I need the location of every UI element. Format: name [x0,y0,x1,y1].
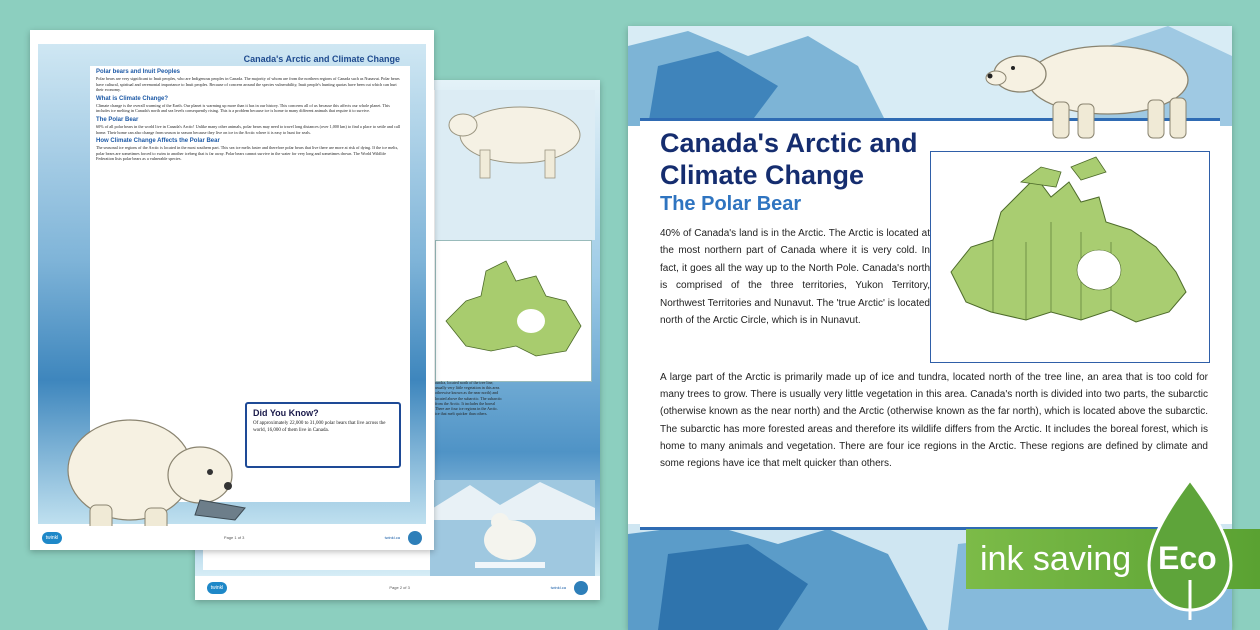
section-heading: The Polar Bear [96,116,139,123]
page-number: Page 1 of 3 [223,535,245,540]
did-you-know-title: Did You Know? [253,408,319,418]
section-text: The seasonal ice regions of the Arctic is located in the most southern part. This sea ice melts faster and therefore polar bears that live there are more at risk of dying. If the ice melts, polar bears are sometimes forced to swim to another iceberg that is far away. Polar bears cannot survive in the water for very long and sometimes drown. The World Wildlife Federation lists polar bears as a vulnerable species. [96,145,399,162]
polar-bear-illustration [435,90,595,240]
did-you-know-text: Of approximately 22,000 to 31,000 polar bears that live across the world, 16,000 of them live in Canada. [253,421,386,433]
polar-bear-walking-illustration [958,32,1218,142]
ink-saving-label: ink saving [980,540,1132,578]
eco-label: Eco [1158,540,1217,576]
body-paragraph: A large part of the Arctic is primarily made up of ice and tundra, located north of the tree line, an area that is too cold for many trees to grow. There is usually very little vegetation in this area. Canada's north is divided into two parts, the subarctic (otherwise known as the near north) and the Arctic (otherwise known as the far north), which is located above the subarctic. The subarctic has more forested areas and therefore its wildlife differs from the Arctic. It includes the boreal forest, which is home to many animals and vegetation. There are four ice regions in the Arctic. These regions are defined by climate and some regions have ice that melt quicker than others. [660,372,1208,470]
section-text: Polar bears are very significant to Inuit peoples, who are Indigenous peoples in Canada. The majority of whom are from the northern regions of Canada such as Nunavut. Polar bears have cultural, spiritual and ceremonial importance to Inuit peoples. Because of concern around the species vulnerability, Inuit people's hunting quotas have been cut which can hurt their economy. [96,76,400,93]
page-title: Canada's Arctic and Climate Change [243,54,400,64]
left-page-sheet[interactable] [30,30,434,550]
page-excerpt [435,380,585,480]
canada-map [930,151,1210,363]
excerpt-line: from the Arctic. It includes the boreal [435,400,496,406]
did-you-know-box [245,402,401,468]
section-text: 60% of all polar bears in the world live in Canada's Arctic! Unlike many other animals, polar bears may need to travel long distances (over 1,000 km) to find a place to settle and call home. Their home can also change from season to season because they live on ice in the Arctic where it is easy to hunt for seals. [96,123,401,135]
twinkl-logo: twinkl [42,532,62,544]
intro-paragraph: 40% of Canada's land is in the Arctic. The Arctic is located at the most northern part of Canada where it is very cold. In fact, it goes all the way up to the North Pole. Canada's north is comprised of the three territories, Yukon Territory, Northwest Territories and Nunavut. The 'true Arctic' is located north of the Arctic Circle, which is in Nunavut. [660,228,930,327]
brand-url: twinkl.ca [384,535,400,540]
section-text: Climate change is the overall warming of the Earth. Our planet is warming up more than it has in our history. This concerns all of us because this affects our whole planet. This includes ice melting in Canada's north and sea levels consequently rising. This is a problem because ice is home to many different animals that require it to survive. [96,102,390,114]
excerpt-line: ice that melt quicker than others. [435,411,488,417]
page-subtitle: The Polar Bear [660,193,802,215]
excerpt-line: usually very little vegetation in this area. [435,385,501,391]
badge-icon [408,531,422,545]
excerpt-line: located above the subarctic. The subarctic [435,395,503,401]
section-heading: How Climate Change Affects the Polar Bear [96,138,220,145]
polar-bear-photo [430,480,595,580]
canada-map-small [435,240,592,382]
excerpt-line: tundra, located north of the tree line, [435,380,494,385]
page-footer [195,576,600,600]
page-footer [30,526,434,550]
page-title: Canada's Arctic and Climate Change [660,128,918,190]
brand-url: twinkl.ca [550,585,566,590]
badge-icon [574,581,588,595]
section-heading: What is Climate Change? [96,95,169,102]
page-number: Page 2 of 3 [389,585,410,590]
excerpt-line: otherwise known as the near north) and [435,390,499,396]
canada-map-graphic [931,152,1209,362]
main-content [640,118,1220,530]
section-heading: Polar bears and Inuit Peoples [96,69,181,75]
excerpt-line: There are four ice regions in the Arctic. [435,406,499,412]
twinkl-logo: twinkl [207,582,227,594]
